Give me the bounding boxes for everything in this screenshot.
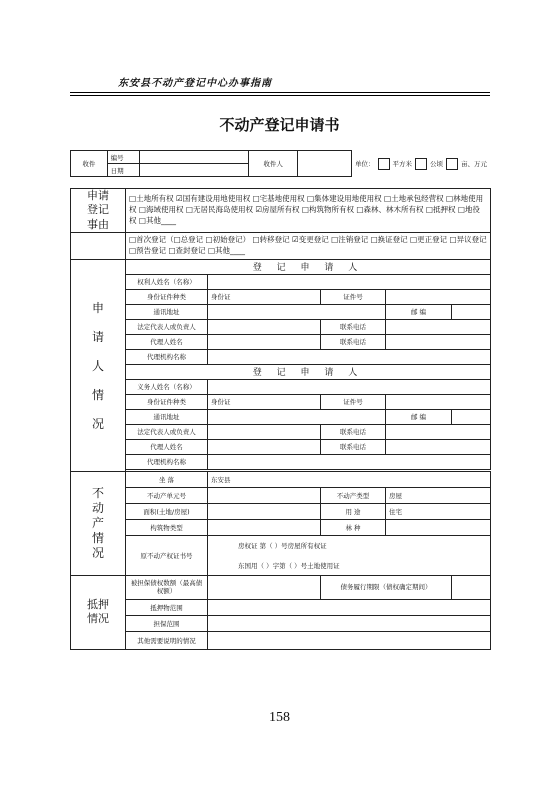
ob-agent-label: 代理人姓名 bbox=[126, 439, 208, 454]
rh-legal-rep-label: 法定代表人或负责人 bbox=[126, 319, 208, 334]
rh-postcode-label: 邮 编 bbox=[386, 304, 452, 319]
scope-property-field[interactable] bbox=[208, 599, 491, 615]
receiver-label: 收件人 bbox=[249, 151, 298, 177]
prop-type-value[interactable]: 房屋 bbox=[386, 487, 491, 503]
rh-id-no-label: 证件号 bbox=[321, 289, 386, 304]
term-field[interactable] bbox=[452, 575, 491, 599]
ob-legal-rep-field[interactable] bbox=[208, 424, 321, 439]
rh-name-field[interactable] bbox=[208, 274, 491, 289]
applicant-section-label: 申 请 人 情 况 bbox=[71, 259, 126, 471]
structure-field[interactable] bbox=[208, 519, 321, 535]
scope-guarantee-label: 担保范围 bbox=[126, 615, 208, 631]
ob-address-field[interactable] bbox=[208, 409, 386, 424]
secured-amount-label: 被担保债权数额（最高债权额） bbox=[126, 575, 208, 599]
rh-address-field[interactable] bbox=[208, 304, 386, 319]
ob-phone-label: 联系电话 bbox=[321, 424, 386, 439]
ob-postcode-field[interactable] bbox=[452, 409, 491, 424]
rh-id-type-label: 身份证件种类 bbox=[126, 289, 208, 304]
secured-amount-field[interactable] bbox=[208, 575, 321, 599]
area-field[interactable] bbox=[208, 503, 321, 519]
application-table bbox=[70, 188, 491, 650]
obligor-heading: 登 记 申 请 人 bbox=[126, 364, 491, 379]
prop-type-label: 不动产类型 bbox=[321, 487, 386, 503]
use-value[interactable]: 住宅 bbox=[386, 503, 491, 519]
page-title: 不动产登记申请书 bbox=[219, 116, 340, 134]
ob-agency-field[interactable] bbox=[208, 454, 491, 469]
ob-postcode-label: 邮 编 bbox=[386, 409, 452, 424]
term-label: 债务履行期限（债权确定期间） bbox=[321, 575, 452, 599]
ob-agent-field[interactable] bbox=[208, 439, 321, 454]
unit-sqm-label: 平方米 bbox=[392, 159, 412, 168]
unit-mu-label: 亩、万元 bbox=[461, 159, 487, 168]
ob-id-no-label: 证件号 bbox=[321, 394, 386, 409]
number-label: 编号 bbox=[107, 151, 140, 164]
unit-no-label: 不动产单元号 bbox=[126, 487, 208, 503]
rh-agency-label: 代理机构名称 bbox=[126, 349, 208, 364]
unit-gong-label: 公顷 bbox=[430, 159, 443, 168]
registration-type-options[interactable]: □首次登记（□总登记 □初始登记） □转移登记 ☑变更登记 □注销登记 □换证登记 □更正登记 □异议登记 □预告登记 □查封登记 □其他____ bbox=[126, 232, 491, 259]
unit-sqm-checkbox[interactable] bbox=[378, 158, 390, 170]
unit-gong-checkbox[interactable] bbox=[415, 158, 427, 170]
rh-id-type-value[interactable]: 身份证 bbox=[208, 289, 321, 304]
number-field[interactable] bbox=[140, 151, 249, 164]
location-value[interactable]: 东安县 bbox=[208, 471, 491, 487]
matters-label: 申请登记事由 bbox=[71, 189, 126, 233]
rh-agent-phone-field[interactable] bbox=[386, 334, 491, 349]
use-label: 用 途 bbox=[321, 503, 386, 519]
ob-name-field[interactable] bbox=[208, 379, 491, 394]
scope-guarantee-field[interactable] bbox=[208, 615, 491, 631]
land-cert-line[interactable]: 东国用（ ）字第（ ）号土地使用证 bbox=[208, 555, 491, 575]
unit-label: 单位： bbox=[355, 159, 375, 168]
ob-address-label: 通讯地址 bbox=[126, 409, 208, 424]
rights-options[interactable]: □土地所有权 ☑国有建设用地使用权 □宅基地使用权 □集体建设用地使用权 □土地承包经营权 □林地使用权 □海域使用权 □无居民海岛使用权 ☑房屋所有权 □构筑物所有权 □森林、林木所有权 □抵押权 □地役权 □其他____ bbox=[126, 189, 491, 233]
rh-agent-field[interactable] bbox=[208, 334, 321, 349]
rh-id-no-field[interactable] bbox=[386, 289, 491, 304]
receiver-field[interactable] bbox=[297, 151, 351, 177]
rh-address-label: 通讯地址 bbox=[126, 304, 208, 319]
ob-phone-field[interactable] bbox=[386, 424, 491, 439]
unit-mu-checkbox[interactable] bbox=[446, 158, 458, 170]
ob-id-type-label: 身份证件种类 bbox=[126, 394, 208, 409]
unit-no-field[interactable] bbox=[208, 487, 321, 503]
running-header: 东安县不动产登记中心办事指南 bbox=[118, 78, 272, 89]
ob-name-label: 义务人姓名（名称） bbox=[126, 379, 208, 394]
matters-label-cont bbox=[71, 232, 126, 259]
unit-options bbox=[352, 151, 491, 177]
rh-agent-phone-label: 联系电话 bbox=[321, 334, 386, 349]
other-info-field[interactable] bbox=[208, 631, 491, 649]
header-rule bbox=[70, 92, 490, 96]
ob-agency-label: 代理机构名称 bbox=[126, 454, 208, 469]
other-info-label: 其他需要说明的情况 bbox=[126, 631, 208, 649]
right-holder-heading: 登 记 申 请 人 bbox=[126, 259, 491, 274]
rh-agent-label: 代理人姓名 bbox=[126, 334, 208, 349]
mortgage-section-label: 抵押情况 bbox=[71, 575, 126, 649]
property-section-label: 不 动 产 情 况 bbox=[71, 471, 126, 575]
date-field[interactable] bbox=[140, 164, 249, 177]
ob-id-no-field[interactable] bbox=[386, 394, 491, 409]
location-label: 坐 落 bbox=[126, 471, 208, 487]
receive-label: 收件 bbox=[71, 151, 108, 177]
scope-property-label: 抵押物范围 bbox=[126, 599, 208, 615]
page-number: 158 bbox=[269, 710, 290, 725]
rh-phone-field[interactable] bbox=[386, 319, 491, 334]
rh-phone-label: 联系电话 bbox=[321, 319, 386, 334]
forest-label: 林 种 bbox=[321, 519, 386, 535]
forest-field[interactable] bbox=[386, 519, 491, 535]
old-cert-label: 原不动产权证书号 bbox=[126, 535, 208, 575]
ob-legal-rep-label: 法定代表人或负责人 bbox=[126, 424, 208, 439]
structure-label: 构筑物类型 bbox=[126, 519, 208, 535]
rh-name-label: 权利人姓名（名称） bbox=[126, 274, 208, 289]
rh-postcode-field[interactable] bbox=[452, 304, 491, 319]
ob-agent-phone-label: 联系电话 bbox=[321, 439, 386, 454]
ob-agent-phone-field[interactable] bbox=[386, 439, 491, 454]
house-cert-line[interactable]: 房权证 第（ ）号房屋所有权证 bbox=[208, 535, 491, 555]
receipt-table bbox=[70, 150, 490, 177]
date-label: 日期 bbox=[107, 164, 140, 177]
area-label: 面积(土地/房屋) bbox=[126, 503, 208, 519]
ob-id-type-value[interactable]: 身份证 bbox=[208, 394, 321, 409]
rh-agency-field[interactable] bbox=[208, 349, 491, 364]
rh-legal-rep-field[interactable] bbox=[208, 319, 321, 334]
